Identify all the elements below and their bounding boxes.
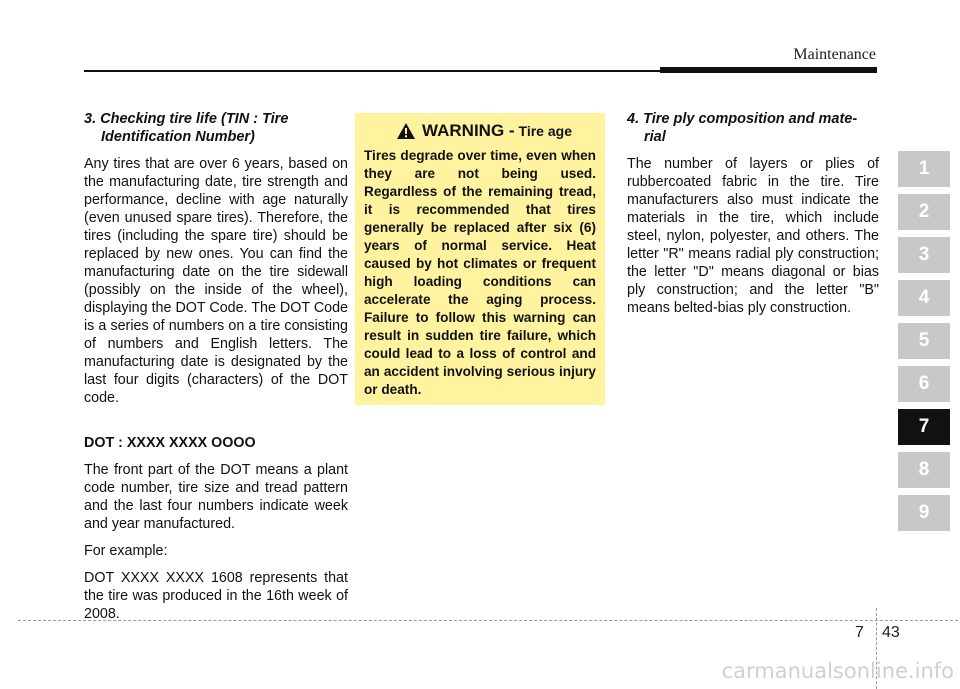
chapter-tab-7[interactable]: 7 (898, 409, 950, 445)
warning-header (396, 121, 596, 141)
chapter-tab-8[interactable]: 8 (898, 452, 950, 488)
chapter-tab-3[interactable]: 3 (898, 237, 950, 273)
column-right (627, 110, 879, 326)
paragraph: The front part of the DOT means a plant code number, tire size and tread pattern and the last four numbers indicate week and year manufactured. (84, 462, 348, 532)
header-rule (84, 70, 662, 72)
warning-triangle-icon (396, 122, 416, 140)
paragraph: For example: (84, 543, 168, 559)
heading-line: 4. Tire ply composition and mate- (627, 111, 858, 127)
section-heading-ply (627, 110, 879, 146)
dot-code-format: DOT : XXXX XXXX OOOO (84, 435, 256, 451)
chapter-tab-6[interactable]: 6 (898, 366, 950, 402)
chapter-tab-4[interactable]: 4 (898, 280, 950, 316)
paragraph: Any tires that are over 6 years, based on the manufacturing date, tire strength and performance, decline with age naturally (even unused spare tires). Therefore, the tires (including the spare tire) should be replaced by new ones. You can find the manufacturing date on the tire sidewall (possibly on the inside of the wheel), displaying the DOT Code. The DOT Code is a series of numbers on a tire consisting of numbers and English letters. The manufacturing date is designated by the last four digits (characters) of the DOT code. (84, 156, 348, 406)
heading-line: 3. Checking tire life (TIN : Tire (84, 111, 289, 127)
heading-line: rial (644, 129, 666, 145)
warning-label: WARNING - (422, 121, 515, 140)
chapter-tab-5[interactable]: 5 (898, 323, 950, 359)
warning-subject: Tire age (518, 123, 572, 139)
page-number: 43 (882, 624, 900, 641)
header-rule-accent (660, 67, 877, 73)
warning-box (355, 113, 605, 405)
chapter-tab-1[interactable]: 1 (898, 151, 950, 187)
chapter-tab-9[interactable]: 9 (898, 495, 950, 531)
column-left (84, 110, 348, 632)
warning-text: Tires degrade over time, even when they are not being used. Regardless of the remaining tread, it is recommended that tires generally be replaced after six (6) years of normal service. Heat caused by hot climates or frequent high loading conditions can accelerate the aging process. Failure to follow this warning can result in sudden tire failure, which could lead to a loss of control and an accident involving serious injury or death. (364, 148, 596, 397)
paragraph: DOT XXXX XXXX 1608 represents that the tire was produced in the 16th week of 2008. (84, 570, 348, 622)
chapter-tabs (898, 151, 950, 538)
section-heading-tin (84, 110, 348, 146)
page-header-title: Maintenance (793, 46, 876, 63)
heading-line: Identification Number) (101, 129, 255, 145)
chapter-tab-2[interactable]: 2 (898, 194, 950, 230)
page-chapter-number: 7 (855, 624, 864, 641)
paragraph: The number of layers or plies of rubbercoated fabric in the tire. Tire manufacturers also must indicate the materials in the tire, which include steel, nylon, polyester, and others. The letter "R" means radial ply construction; the letter "D" means diagonal or bias ply construction; and the letter "B" means belted-bias ply construction. (627, 156, 879, 316)
footer-rule (18, 620, 958, 621)
watermark: carmanualsonline.info (721, 659, 954, 683)
